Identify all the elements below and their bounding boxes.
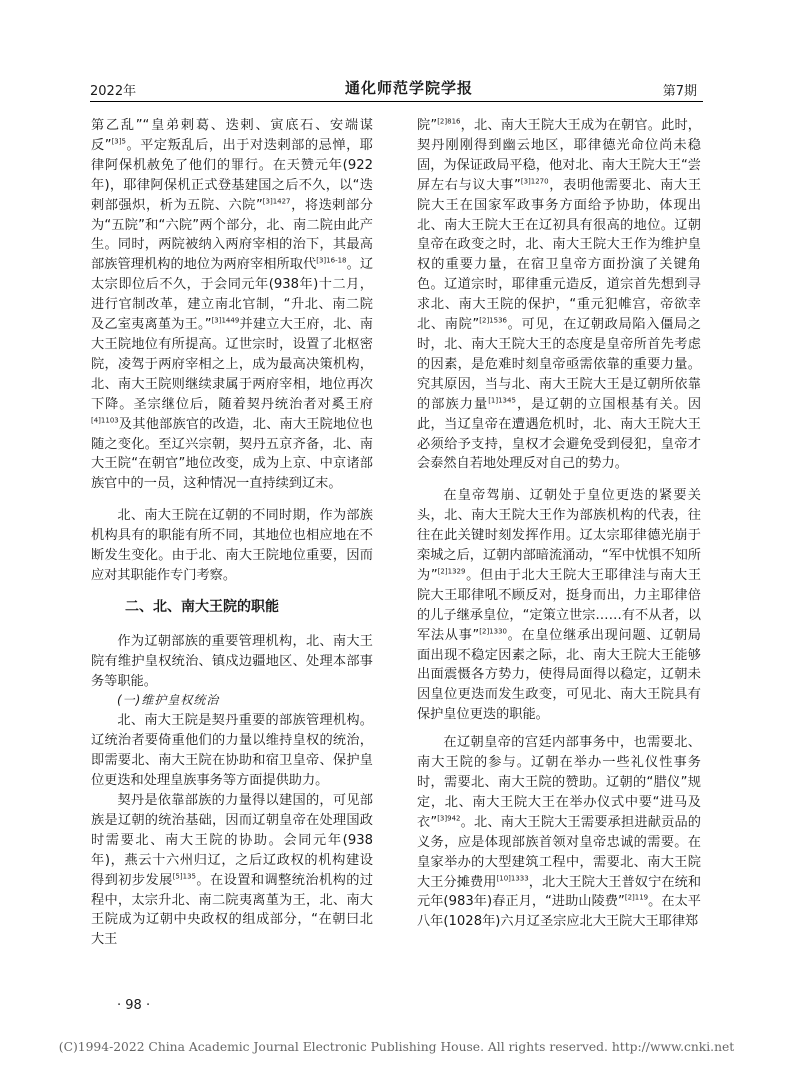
- header-rule: [90, 101, 703, 102]
- paragraph: 在皇帝驾崩、辽朝处于皇位更迭的紧要关头，北、南大王院大王作为部族机构的代表，往往在此关键时刻发挥作用。辽太宗耶律德光崩于栾城之后，辽朝内部暗流涌动，“军中忧惧不知所为”$^{[2]1329}$。但由于北大王院大王耶律洼与南大王院大王耶律吼不顾反对，挺身而出，力主耶律倍的儿子继承皇位，“定策立世宗……有不从者，以军法从事”$^{[2]1330}$。在皇位继承出现问题、辽朝局面出现不稳定因素之际，北、南大王院大王能够出面震慑各方势力，使得局面得以稳定，辽朝未因皇位更迭而发生政变，可见北、南大王院具有保护皇位更迭的职能。: [417, 488, 702, 723]
- copyright-footer: (C)1994-2022 China Academic Journal Electronic Publishing House. All rights reserved. http://www.cnki.net: [58, 1040, 735, 1054]
- paragraph: 在辽朝皇帝的宫廷内部事务中，也需要北、南大王院的参与。辽朝在举办一些礼仪性事务时，需要北、南大王院的赞助。辽朝的“腊仪”规定，北、南大王院大王在举办仪式中要“进马及衣”$^{[3]942}$。北、南大王院大王需要承担进献贡品的义务，应是体现部族首领对皇帝忠诚的需要。在皇家举办的大型建筑工程中，需要北、南大王院大王分摊费用$^{[10]1333}$，北大王院大王普奴宁在统和元年(983年)春正月，“进助山陵费”$^{[2]119}$。在太平八年(1028年)六月辽圣宗应北大王院大王耶律郑: [417, 735, 702, 930]
- paragraph: 作为辽朝部族的重要管理机构，北、南大王院有维护皇权统治、镇戍边疆地区、处理本部事务等职能。: [91, 633, 373, 689]
- right-column: [417, 116, 701, 932]
- journal-title: 通化师范学院学报: [345, 79, 474, 97]
- paragraph: 契丹是依靠部族的力量得以建国的，可见部族是辽朝的统治基础，因而辽朝皇帝在处理国政时需要北、南大王院的协助。会同元年(938年)，燕云十六州归辽，之后辽政权的机构建设得到初步发展$^{[5]135}$。在设置和调整统治机构的过程中，太宗升北、南二院夷离堇为王，北、南大王院成为辽朝中央政权的组成部分，“在朝曰北大王: [91, 793, 374, 948]
- paragraph: 北、南大王院在辽朝的不同时期，作为部族机构具有的职能有所不同，其地位也相应地在不断发生变化。由于北、南大王院地位重要，因而应对其职能作专门考察。: [91, 508, 373, 583]
- page-number: · 98 ·: [117, 998, 151, 1013]
- left-column: [91, 116, 373, 950]
- header-year: 2022年: [90, 84, 137, 99]
- paragraph: 北、南大王院是契丹重要的部族管理机构。辽统治者要倚重他们的力量以维持皇权的统治，即需要北、南大王院在协助和宿卫皇帝、保护皇位更迭和处理皇族事务等方面提供助力。: [91, 713, 373, 789]
- section-title: 二、北、南大王院的职能: [125, 598, 279, 615]
- paragraph: 院”$^{[2]816}$，北、南大王院大王成为在朝官。此时，契丹刚刚得到幽云地区，耶律德光命位尚未稳固，为保证政局平稳，他对北、南大王院大王“尝屏左右与议大事”$^{[3]1270}$，表明他需要北、南大王院大王在国家军政事务方面给予协助，体现出北、南大王院大王在辽初具有很高的地位。辽朝皇帝在政变之时，北、南大王院大王作为维护皇权的重要力量，在宿卫皇帝方面扮演了关键角色。辽道宗时，耶律重元造反，道宗首先想到寻求北、南大王院的保护，“重元犯帷宫，帝欲幸北、南院”$^{[2]1536}$。可见，在辽朝政局陷入僵局之时，北、南大王院大王的态度是皇帝所首先考虑的因素，是危难时刻皇帝亟需依靠的重要力量。究其原因，当与北、南大王院大王是辽朝所依靠的部族力量$^{[1]1345}$，是辽朝的立国根基有关。因此，当辽皇帝在遭遇危机时，北、南大王院大王必须给予支持，皇权才会避免受到侵犯，皇帝才会泰然自若地处理反对自己的势力。: [417, 117, 702, 472]
- paragraph: 第乙乱”“皇弟剌葛、迭剌、寅底石、安端谋反”$^{[3]5}$。平定叛乱后，出于对迭剌部的忌惮，耶律阿保机赦免了他们的罪行。在天赞元年(922年)，耶律阿保机正式登基建国之后不久，以“迭剌部强炽，析为五院、六院”$^{[3]1427}$，将迭剌部分为“五院”和“六院”两个部分，北、南二院由此产生。同时，两院被纳入两府宰相的治下，其最高部族管理机构的地位为两府宰相所取代$^{[3]16-18}$。辽太宗即位后不久，于会同元年(938年)十二月，进行官制改革，建立南北官制，“升北、南二院及乙室夷离堇为王。”$^{[3]1449}$并建立大王府，北、南大王院地位有所提高。辽世宗时，设置了北枢密院，凌驾于两府宰相之上，成为最高决策机构，北、南大王院则继续隶属于两府宰相，地位再次下降。圣宗继位后，随着契丹统治者对奚王府$^{[4]1103}$及其他部族官的改造，北、南大王院地位也随之变化。至辽兴宗朝，契丹五京齐备，北、南大王院“在朝官”地位改变，成为上京、中京诸部族官中的一员，这种情况一直持续到辽末。: [91, 118, 374, 492]
- subsection-title: (一)维护皇权统治: [117, 693, 220, 708]
- issue-number: 第7期: [662, 84, 697, 99]
